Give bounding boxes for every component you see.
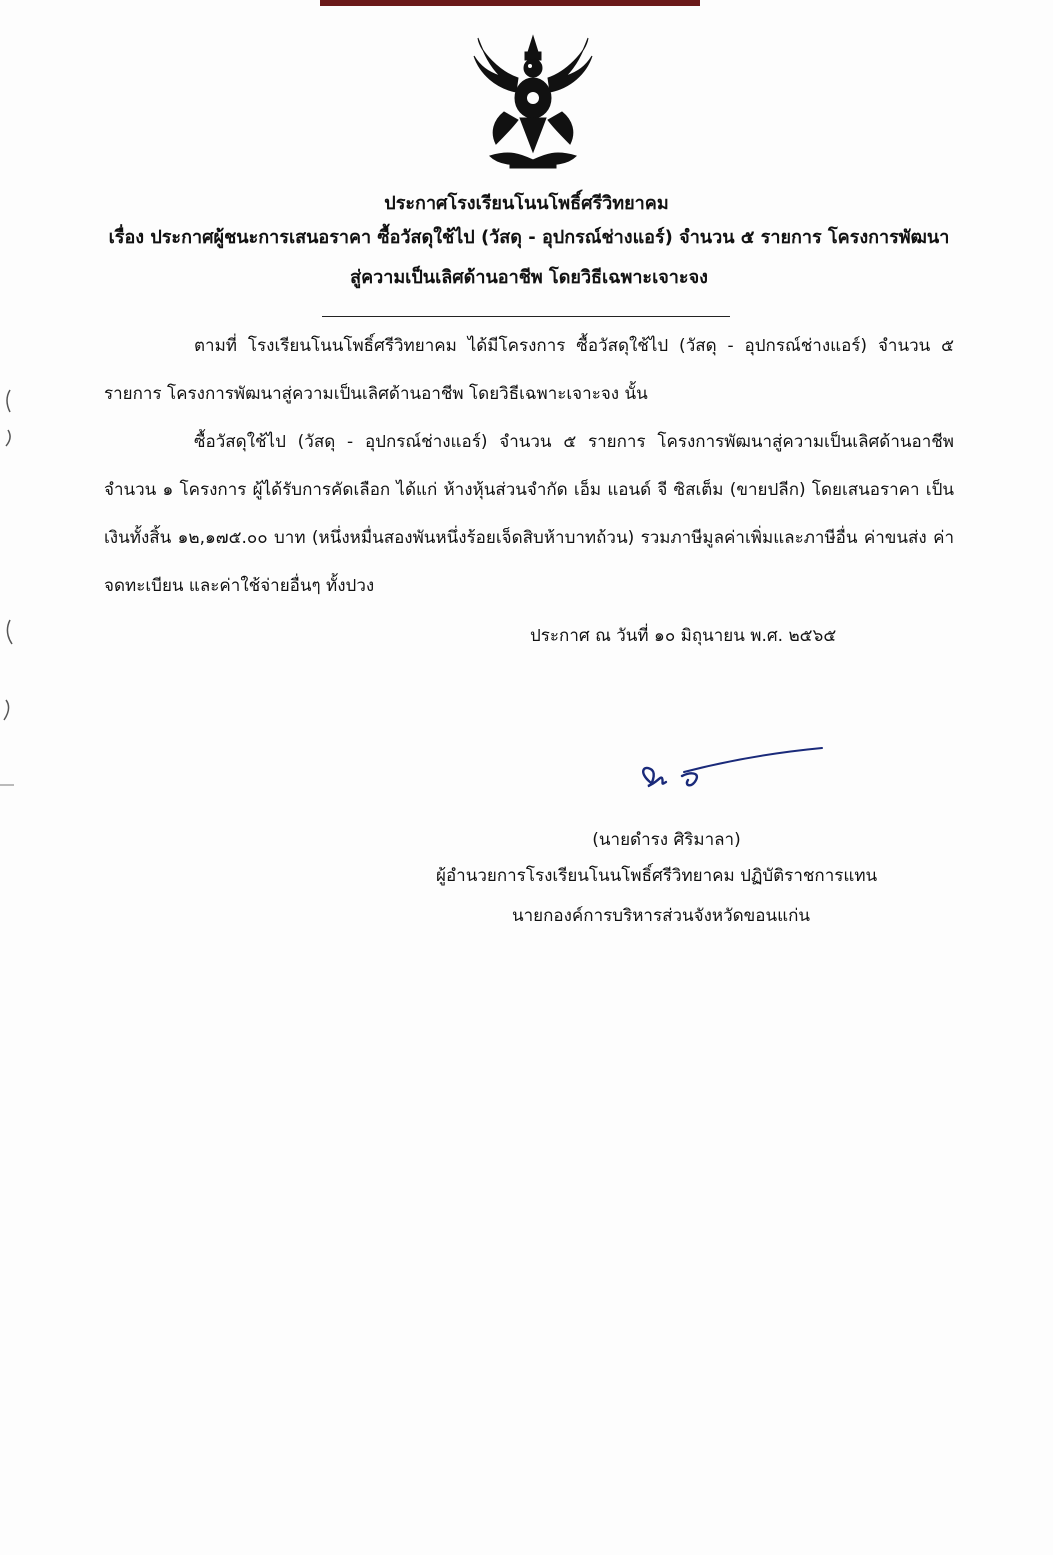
garuda-emblem-icon	[470, 32, 596, 172]
title-divider	[322, 316, 730, 317]
scan-left-edge-marks	[0, 240, 14, 840]
signer-name: (นายดำรง ศิริมาลา)	[592, 830, 741, 850]
announcement-subject: เรื่อง ประกาศผู้ชนะการเสนอราคา ซื้อวัสดุใช้ไป (วัสดุ - อุปกรณ์ช่างแอร์) จำนวน ๕ รายการ โครงการพัฒนาสู่ความเป็นเลิศด้านอาชีพ โดยวิธีเฉพาะเจาะจง	[108, 227, 950, 288]
announcement-title: ประกาศโรงเรียนโนนโพธิ์ศรีวิทยาคม	[384, 193, 669, 214]
body-paragraph-1: ตามที่ โรงเรียนโนนโพธิ์ศรีวิทยาคม ได้มีโครงการ ซื้อวัสดุใช้ไป (วัสดุ - อุปกรณ์ช่างแอร์) จำนวน ๕ รายการ โครงการพัฒนาสู่ความเป็นเลิศด้านอาชีพ โดยวิธีเฉพาะเจาะจง นั้น	[104, 336, 954, 404]
announcement-date: ประกาศ ณ วันที่ ๑๐ มิถุนายน พ.ศ. ๒๕๖๕	[530, 626, 837, 646]
scan-top-edge	[320, 0, 700, 6]
signer-position-line-1: ผู้อำนวยการโรงเรียนโนนโพธิ์ศรีวิทยาคม ปฏิบัติราชการแทน	[436, 866, 878, 886]
body-paragraph-2: ซื้อวัสดุใช้ไป (วัสดุ - อุปกรณ์ช่างแอร์) จำนวน ๕ รายการ โครงการพัฒนาสู่ความเป็นเลิศด้านอาชีพ จำนวน ๑ โครงการ ผู้ได้รับการคัดเลือก ได้แก่ ห้างหุ้นส่วนจำกัด เอ็ม แอนด์ จี ซิสเต็ม (ขายปลีก) โดยเสนอราคา เป็นเงินทั้งสิ้น ๑๒,๑๗๕.๐๐ บาท (หนึ่งหมื่นสองพันหนึ่งร้อยเจ็ดสิบห้าบาทถ้วน) รวมภาษีมูลค่าเพิ่มและภาษีอื่น ค่าขนส่ง ค่าจดทะเบียน และค่าใช้จ่ายอื่นๆ ทั้งปวง	[104, 432, 954, 596]
signer-position-line-2: นายกองค์การบริหารส่วนจังหวัดขอนแก่น	[512, 906, 810, 926]
handwritten-signature	[630, 742, 830, 802]
